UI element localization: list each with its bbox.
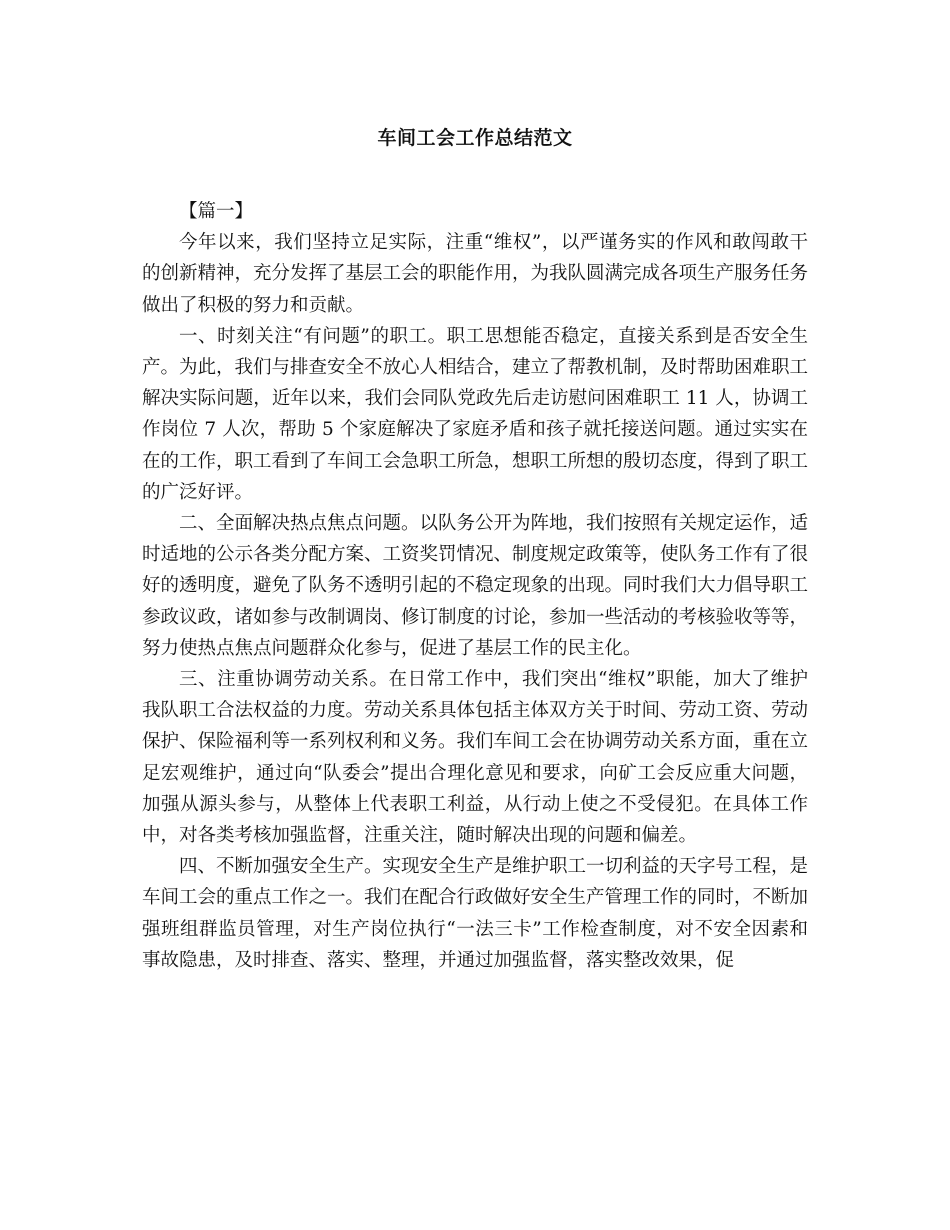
- document-body: [142, 196, 808, 976]
- paragraph-section-3: 三、注重协调劳动关系。在日常工作中，我们突出“维权”职能，加大了维护我队职工合法权益的力度。劳动关系具体包括主体双方关于时间、劳动工资、劳动保护、保险福利等一系列权利和义务。我们车间工会在协调劳动关系方面，重在立足宏观维护，通过向“队委会”提出合理化意见和要求，向矿工会反应重大问题，加强从源头参与，从整体上代表职工利益，从行动上使之不受侵犯。在具体工作中，对各类考核加强监督，注重关注，随时解决出现的问题和偏差。: [142, 669, 809, 847]
- paragraph-section-4: 四、不断加强安全生产。实现安全生产是维护职工一切利益的天字号工程，是车间工会的重点工作之一。我们在配合行政做好安全生产管理工作的同时，不断加强班组群监员管理，对生产岗位执行“一法三卡”工作检查制度，对不安全因素和事故隐患，及时排查、落实、整理，并通过加强监督，落实整改效果，促: [142, 856, 809, 971]
- paragraph-intro: 今年以来，我们坚持立足实际，注重“维权”，以严谨务实的作风和敢闯敢干的创新精神，充分发挥了基层工会的职能作用，为我队圆满完成各项生产服务任务做出了积极的努力和贡献。: [142, 232, 809, 316]
- document-title: 车间工会工作总结范文: [377, 127, 573, 149]
- paragraph-section-2: 二、全面解决热点焦点问题。以队务公开为阵地，我们按照有关规定运作，适时适地的公示各类分配方案、工资奖罚情况、制度规定政策等，使队务工作有了很好的透明度，避免了队务不透明引起的不稳定现象的出现。同时我们大力倡导职工参政议政，诸如参与改制调岗、修订制度的讨论，参加一些活动的考核验收等等，努力使热点焦点问题群众化参与，促进了基层工作的民主化。: [142, 513, 809, 659]
- section-label: 【篇一】: [179, 201, 254, 222]
- paragraph-section-1: 一、时刻关注“有问题”的职工。职工思想能否稳定，直接关系到是否安全生产。为此，我们与排查安全不放心人相结合，建立了帮教机制，及时帮助困难职工解决实际问题，近年以来，我们会同队党政先后走访慰问困难职工 11 人，协调工作岗位 7 人次，帮助 5 个家庭解决了家庭矛盾和孩子就托接送问题。通过实实在在的工作，职工看到了车间工会急职工所急，想职工所想的殷切态度，得到了职工的广泛好评。: [142, 325, 809, 503]
